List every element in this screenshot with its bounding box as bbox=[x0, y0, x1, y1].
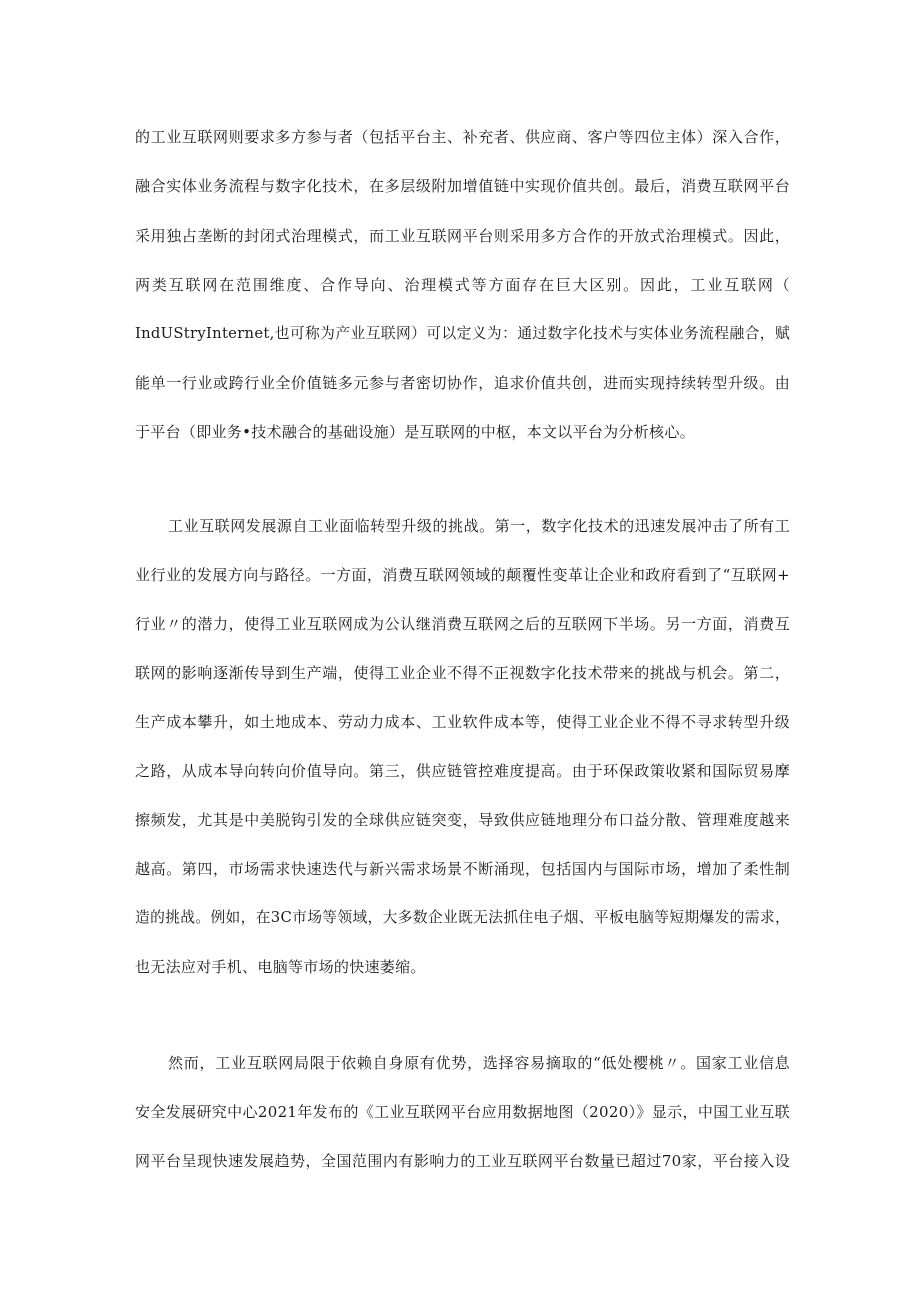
text-line: 然而，工业互联网局限于依赖自身原有优势，选择容易摘取的“低处樱桃〃。国家工业信息 bbox=[168, 1054, 790, 1072]
text-line: 于平台（即业务•技术融合的基础设施）是互联网的中枢，本文以平台为分析核心。 bbox=[135, 423, 695, 441]
text-line: 能单一行业或跨行业全价值链多元参与者密切协作，追求价值共创，进而实现持续转型升级。由 bbox=[135, 374, 790, 392]
text-line: 网平台呈现快速发展趋势，全国范围内有影响力的工业互联网平台数量已超过70家，平台接入设 bbox=[135, 1152, 790, 1170]
text-line: 联网的影响逐渐传导到生产端，使得工业企业不得不正视数字化技术带来的挑战与机会。第二， bbox=[135, 664, 790, 682]
text-line: 之路，从成本导向转向价值导向。第三，供应链管控难度提高。由于环保政策收紧和国际贸易摩 bbox=[135, 762, 790, 780]
text-line: 行业〃的潜力，使得工业互联网成为公认继消费互联网之后的互联网下半场。另一方面，消费互 bbox=[135, 615, 790, 633]
text-line: 业行业的发展方向与路径。一方面，消费互联网领域的颠覆性变革让企业和政府看到了“互联网+ bbox=[135, 566, 791, 584]
text-line: 两类互联网在范围维度、合作导向、治理模式等方面存在巨大区别。因此，工业互联网（ bbox=[135, 276, 790, 294]
text-line: IndUStryInternet,也可称为产业互联网）可以定义为：通过数字化技术与实体业务流程融合，赋 bbox=[135, 325, 790, 342]
text-line: 采用独占垄断的封闭式治理模式，而工业互联网平台则采用多方合作的开放式治理模式。因此， bbox=[135, 227, 790, 245]
text-line: 也无法应对手机、电脑等市场的快速萎缩。 bbox=[135, 958, 426, 976]
text-line: 安全发展研究中心2021年发布的《工业互联网平台应用数据地图（2020）》显示，中国工业互联 bbox=[135, 1103, 790, 1121]
text-line: 擦频发，尤其是中美脱钩引发的全球供应链突变，导致供应链地理分布口益分散、管理难度越来 bbox=[135, 811, 790, 829]
text-line: 工业互联网发展源自工业面临转型升级的挑战。第一，数字化技术的迅速发展冲击了所有工 bbox=[168, 517, 790, 535]
text-line: 生产成本攀升，如土地成本、劳动力成本、工业软件成本等，使得工业企业不得不寻求转型升级 bbox=[135, 713, 790, 731]
text-line: 融合实体业务流程与数字化技术，在多层级附加增值链中实现价值共创。最后，消费互联网平台 bbox=[135, 177, 790, 195]
text-line: 造的挑战。例如，在3C市场等领域，大多数企业既无法抓住电子烟、平板电脑等短期爆发的需求， bbox=[135, 909, 790, 926]
text-line: 越高。第四，市场需求快速迭代与新兴需求场景不断涌现，包括国内与国际市场，增加了柔性制 bbox=[135, 860, 790, 878]
text-line: 的工业互联网则要求多方参与者（包括平台主、补充者、供应商、客户等四位主体）深入合作， bbox=[135, 128, 790, 146]
